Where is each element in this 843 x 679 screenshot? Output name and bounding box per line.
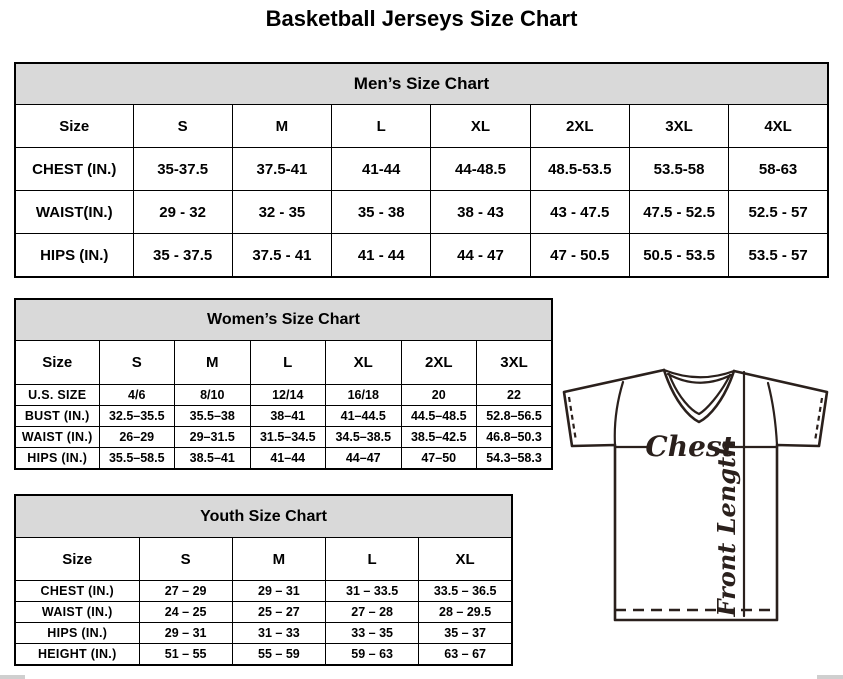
cell-value: 28 – 29.5	[419, 602, 512, 623]
front-length-label: Front Length	[712, 439, 741, 617]
cell-value: 47.5 - 52.5	[629, 191, 728, 234]
cell-value: 38–41	[250, 406, 326, 427]
table-row	[15, 191, 828, 234]
row-label: HEIGHT (IN.)	[15, 644, 139, 666]
cell-value: 35 - 37.5	[133, 234, 232, 278]
mens-chart-title: Men’s Size Chart	[15, 63, 828, 105]
column-header: M	[232, 105, 331, 148]
horizontal-scrollbar-right[interactable]	[817, 675, 843, 679]
column-header: 2XL	[401, 341, 477, 385]
cell-value: 31 – 33.5	[326, 581, 419, 602]
column-header: XL	[431, 105, 530, 148]
table-row	[15, 581, 512, 602]
column-header: S	[133, 105, 232, 148]
row-label: HIPS (IN.)	[15, 448, 99, 470]
cell-value: 50.5 - 53.5	[629, 234, 728, 278]
cell-value: 35.5–58.5	[99, 448, 175, 470]
cell-value: 63 – 67	[419, 644, 512, 666]
column-header: L	[326, 538, 419, 581]
cell-value: 37.5-41	[232, 148, 331, 191]
cell-value: 47–50	[401, 448, 477, 470]
chest-label: Chest	[645, 430, 735, 463]
column-header: Size	[15, 105, 133, 148]
womens-size-chart-table	[14, 298, 553, 470]
cell-value: 27 – 29	[139, 581, 232, 602]
cell-value: 35.5–38	[175, 406, 251, 427]
row-label: CHEST (IN.)	[15, 581, 139, 602]
column-header: 3XL	[629, 105, 728, 148]
cell-value: 53.5-58	[629, 148, 728, 191]
cell-value: 44-48.5	[431, 148, 530, 191]
table-row	[15, 406, 552, 427]
cell-value: 54.3–58.3	[477, 448, 553, 470]
column-header: XL	[419, 538, 512, 581]
table-row	[15, 644, 512, 666]
cell-value: 55 – 59	[232, 644, 325, 666]
cell-value: 41–44.5	[326, 406, 402, 427]
cell-value: 16/18	[326, 385, 402, 406]
table-row	[15, 385, 552, 406]
cell-value: 22	[477, 385, 553, 406]
cell-value: 44 - 47	[431, 234, 530, 278]
cell-value: 32.5–35.5	[99, 406, 175, 427]
column-header: Size	[15, 538, 139, 581]
horizontal-scrollbar-left[interactable]	[0, 675, 25, 679]
cell-value: 38.5–41	[175, 448, 251, 470]
cell-value: 24 – 25	[139, 602, 232, 623]
row-label: HIPS (IN.)	[15, 234, 133, 278]
cell-value: 46.8–50.3	[477, 427, 553, 448]
cell-value: 52.5 - 57	[729, 191, 828, 234]
column-header: XL	[326, 341, 402, 385]
cell-value: 44.5–48.5	[401, 406, 477, 427]
cell-value: 33 – 35	[326, 623, 419, 644]
row-label: CHEST (IN.)	[15, 148, 133, 191]
cell-value: 52.8–56.5	[477, 406, 553, 427]
cell-value: 53.5 - 57	[729, 234, 828, 278]
cell-value: 27 – 28	[326, 602, 419, 623]
cell-value: 34.5–38.5	[326, 427, 402, 448]
cell-value: 43 - 47.5	[530, 191, 629, 234]
cell-value: 29–31.5	[175, 427, 251, 448]
cell-value: 33.5 – 36.5	[419, 581, 512, 602]
cell-value: 41 - 44	[332, 234, 431, 278]
cell-value: 38 - 43	[431, 191, 530, 234]
mens-size-chart-table	[14, 62, 829, 278]
cell-value: 35-37.5	[133, 148, 232, 191]
table-row	[15, 602, 512, 623]
youth-chart-title: Youth Size Chart	[15, 495, 512, 538]
row-label: BUST (IN.)	[15, 406, 99, 427]
cell-value: 35 – 37	[419, 623, 512, 644]
cell-value: 8/10	[175, 385, 251, 406]
jersey-outline	[564, 370, 827, 620]
cell-value: 48.5-53.5	[530, 148, 629, 191]
row-label: U.S. SIZE	[15, 385, 99, 406]
cell-value: 4/6	[99, 385, 175, 406]
table-row	[15, 234, 828, 278]
table-row	[15, 427, 552, 448]
cell-value: 32 - 35	[232, 191, 331, 234]
column-header: S	[139, 538, 232, 581]
cell-value: 41-44	[332, 148, 431, 191]
cell-value: 12/14	[250, 385, 326, 406]
table-row	[15, 148, 828, 191]
column-header: Size	[15, 341, 99, 385]
row-label: HIPS (IN.)	[15, 623, 139, 644]
womens-chart-title: Women’s Size Chart	[15, 299, 552, 341]
cell-value: 26–29	[99, 427, 175, 448]
jersey-left-armhole-seam	[615, 382, 623, 445]
youth-size-chart-table	[14, 494, 513, 666]
cell-value: 29 – 31	[139, 623, 232, 644]
cell-value: 25 – 27	[232, 602, 325, 623]
cell-value: 31.5–34.5	[250, 427, 326, 448]
cell-value: 37.5 - 41	[232, 234, 331, 278]
cell-value: 41–44	[250, 448, 326, 470]
cell-value: 35 - 38	[332, 191, 431, 234]
cell-value: 47 - 50.5	[530, 234, 629, 278]
cell-value: 59 – 63	[326, 644, 419, 666]
row-label: WAIST(IN.)	[15, 191, 133, 234]
column-header: S	[99, 341, 175, 385]
column-header: 2XL	[530, 105, 629, 148]
table-row	[15, 623, 512, 644]
table-row	[15, 448, 552, 470]
column-header: L	[332, 105, 431, 148]
cell-value: 20	[401, 385, 477, 406]
cell-value: 51 – 55	[139, 644, 232, 666]
column-header: 4XL	[729, 105, 828, 148]
cell-value: 31 – 33	[232, 623, 325, 644]
cell-value: 38.5–42.5	[401, 427, 477, 448]
cell-value: 58-63	[729, 148, 828, 191]
column-header: M	[175, 341, 251, 385]
row-label: WAIST (IN.)	[15, 427, 99, 448]
cell-value: 29 - 32	[133, 191, 232, 234]
column-header: L	[250, 341, 326, 385]
column-header: 3XL	[477, 341, 553, 385]
page-title: Basketball Jerseys Size Chart	[265, 6, 578, 31]
cell-value: 29 – 31	[232, 581, 325, 602]
row-label: WAIST (IN.)	[15, 602, 139, 623]
cell-value: 44–47	[326, 448, 402, 470]
jersey-right-armhole-seam	[768, 383, 777, 445]
column-header: M	[232, 538, 325, 581]
jersey-measurement-diagram	[556, 359, 843, 625]
